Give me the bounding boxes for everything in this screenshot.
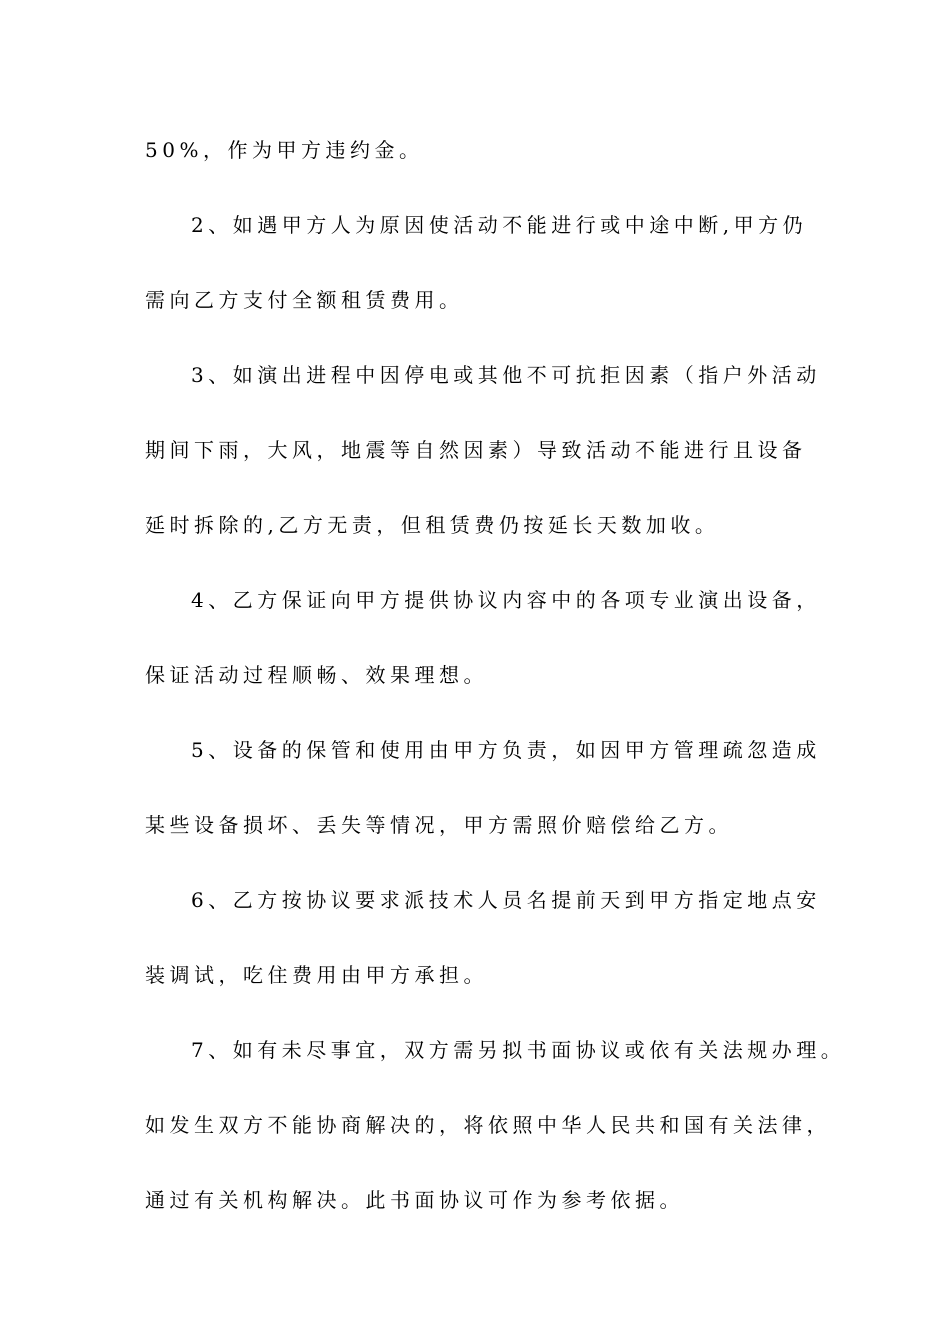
text-line: 延时拆除的,乙方无责，但租赁费仍按延长天数加收。 [145, 513, 720, 537]
paragraph-2-start: 2、如遇甲方人为原因使活动不能进行或中途中断,甲方仍 [191, 213, 808, 237]
text-line: 50%，作为甲方违约金。 [145, 138, 424, 162]
text-line: 通过有关机构解决。此书面协议可作为参考依据。 [145, 1188, 684, 1212]
text-line: 如发生双方不能协商解决的，将依照中华人民共和国有关法律， [145, 1113, 831, 1137]
text-line: 需向乙方支付全额租赁费用。 [145, 288, 464, 312]
text-line: 装调试，吃住费用由甲方承担。 [145, 963, 488, 987]
text-line: 保证活动过程顺畅、效果理想。 [145, 663, 488, 687]
paragraph-6-start: 6、乙方按协议要求派技术人员名提前天到甲方指定地点安 [191, 888, 821, 912]
text-line: 某些设备损坏、丢失等情况，甲方需照价赔偿给乙方。 [145, 813, 733, 837]
text-line: 期间下雨，大风，地震等自然因素）导致活动不能进行且设备 [145, 438, 807, 462]
paragraph-5-start: 5、设备的保管和使用由甲方负责，如因甲方管理疏忽造成 [191, 738, 821, 762]
paragraph-3-start: 3、如演出进程中因停电或其他不可抗拒因素（指户外活动 [191, 363, 821, 387]
paragraph-7-start: 7、如有未尽事宜，双方需另拟书面协议或依有关法规办理。 [191, 1038, 846, 1062]
paragraph-4-start: 4、乙方保证向甲方提供协议内容中的各项专业演出设备， [191, 588, 821, 612]
